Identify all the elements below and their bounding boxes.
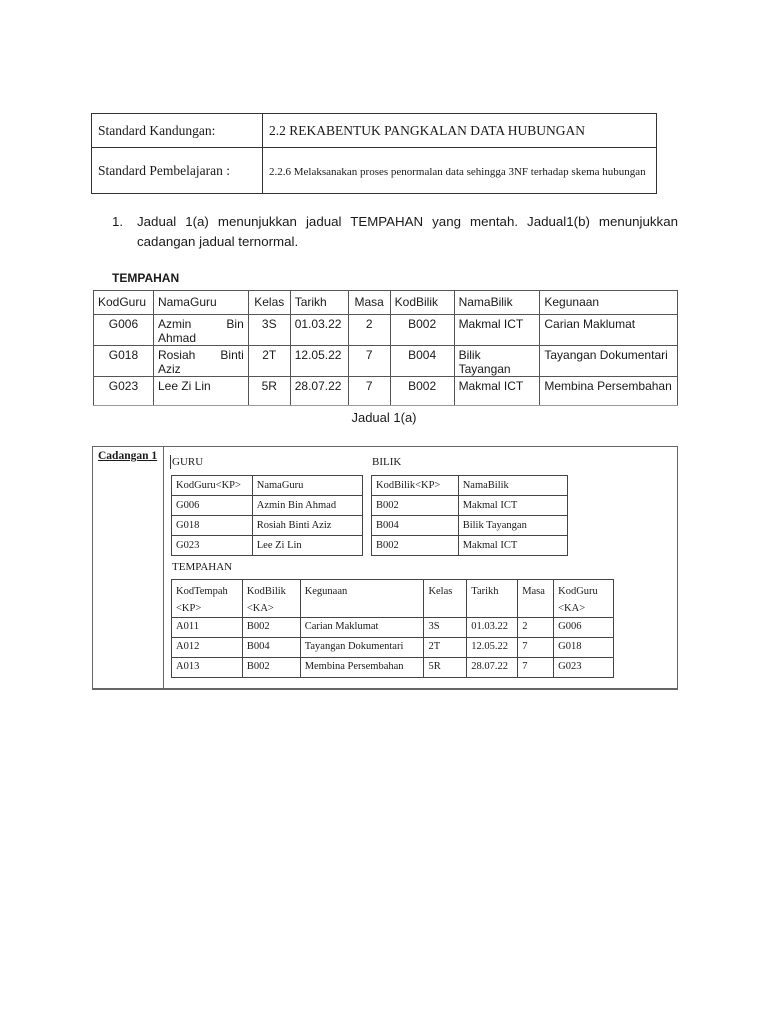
table-cell: Makmal ICT	[454, 377, 540, 406]
table-row	[372, 516, 568, 536]
header-kelas: Kelas	[424, 580, 467, 618]
table-header-row	[94, 291, 678, 315]
table-cell: Tayangan Dokumentari	[300, 638, 424, 658]
table-cell: Makmal ICT	[458, 536, 567, 556]
table-caption: Jadual 1(a)	[351, 410, 417, 425]
table-cell: Azmin Bin Ahmad	[153, 315, 248, 346]
table-cell: Lee Zi Lin	[153, 377, 248, 406]
header-kodguru-kp: KodGuru<KP>	[172, 476, 253, 496]
table-header-row	[172, 580, 614, 618]
header-tarikh: Tarikh	[290, 291, 348, 315]
standard-kandungan-value: 2.2 REKABENTUK PANGKALAN DATA HUBUNGAN	[263, 114, 657, 148]
table-cell: G023	[554, 658, 614, 678]
table-cell: 28.07.22	[467, 658, 518, 678]
table-cell: 3S	[248, 315, 290, 346]
table-cell: G006	[94, 315, 154, 346]
table-cell: 12.05.22	[467, 638, 518, 658]
table-cell: G018	[94, 346, 154, 377]
table-cell: G023	[172, 536, 253, 556]
table-cell: B004	[372, 516, 459, 536]
guru-title: GURU	[172, 456, 204, 468]
table-cell: 2	[518, 618, 554, 638]
table-cell: G023	[94, 377, 154, 406]
table-cell: G018	[554, 638, 614, 658]
table-cell: Tayangan Dokumentari	[540, 346, 678, 377]
standard-pembelajaran-label: Standard Pembelajaran :	[92, 148, 263, 194]
table-cell: 12.05.22	[290, 346, 348, 377]
table-row	[94, 315, 678, 346]
table-cell: 2T	[424, 638, 467, 658]
table-row	[372, 536, 568, 556]
table-cell: B002	[242, 618, 300, 638]
header-namaguru: NamaGuru	[252, 476, 362, 496]
tempahan-title: TEMPAHAN	[172, 561, 233, 573]
header-masa: Masa	[518, 580, 554, 618]
header-kodbilik: KodBilik <KA>	[242, 580, 300, 618]
table-cell: 7	[518, 658, 554, 678]
table-cell: 28.07.22	[290, 377, 348, 406]
header-kodguru: KodGuru <KA>	[554, 580, 614, 618]
table-cell: Rosiah Binti Aziz	[252, 516, 362, 536]
tempahan-table	[171, 579, 614, 678]
table-cell: Membina Persembahan	[300, 658, 424, 678]
table-cell: A012	[172, 638, 243, 658]
table-cell: B002	[372, 536, 459, 556]
header-namabilik: NamaBilik	[458, 476, 567, 496]
table-row	[372, 496, 568, 516]
header-kodbilik: KodBilik	[390, 291, 454, 315]
header-kegunaan: Kegunaan	[300, 580, 424, 618]
table-cell: 5R	[424, 658, 467, 678]
header-tarikh: Tarikh	[467, 580, 518, 618]
header-kodbilik-kp: KodBilik<KP>	[372, 476, 459, 496]
table-cell: 01.03.22	[467, 618, 518, 638]
standard-kandungan-label: Standard Kandungan:	[92, 114, 263, 148]
header-namaguru: NamaGuru	[153, 291, 248, 315]
bilik-table	[371, 475, 568, 556]
table-cell: Bilik Tayangan	[454, 346, 540, 377]
table-cell: G006	[554, 618, 614, 638]
table-cell: 3S	[424, 618, 467, 638]
table-cell: Lee Zi Lin	[252, 536, 362, 556]
header-kodguru: KodGuru	[94, 291, 154, 315]
table-cell: A011	[172, 618, 243, 638]
header-kelas: Kelas	[248, 291, 290, 315]
question-1	[112, 212, 678, 252]
table-row	[172, 638, 614, 658]
table-cell: Azmin Bin Ahmad	[252, 496, 362, 516]
guru-table	[171, 475, 363, 556]
table-row	[172, 516, 363, 536]
table-cell: 7	[348, 346, 390, 377]
table-cell: B002	[242, 658, 300, 678]
table-row	[172, 658, 614, 678]
table-row	[172, 536, 363, 556]
table-row	[172, 618, 614, 638]
table-cell: Bilik Tayangan	[458, 516, 567, 536]
table-cell: 01.03.22	[290, 315, 348, 346]
table-cell: B002	[390, 377, 454, 406]
table-cell: 2T	[248, 346, 290, 377]
standard-pembelajaran-value: 2.2.6 Melaksanakan proses penormalan data sehingga 3NF terhadap skema hubungan	[263, 148, 657, 194]
table-header-row	[372, 476, 568, 496]
question-number: 1.	[112, 214, 124, 229]
table-cell: Makmal ICT	[458, 496, 567, 516]
table-row	[172, 496, 363, 516]
table-cell: Rosiah Binti Aziz	[153, 346, 248, 377]
header-masa: Masa	[348, 291, 390, 315]
header-kodtempah: KodTempah <KP>	[172, 580, 243, 618]
table-row	[94, 377, 678, 406]
table-cell: Carian Maklumat	[300, 618, 424, 638]
text-cursor	[170, 455, 171, 469]
cadangan-divider	[163, 447, 164, 690]
table-cell: Membina Persembahan	[540, 377, 678, 406]
raw-tempahan-table	[93, 290, 678, 406]
bilik-title: BILIK	[372, 456, 402, 468]
table-cell: G006	[172, 496, 253, 516]
header-namabilik: NamaBilik	[454, 291, 540, 315]
table-cell: B002	[372, 496, 459, 516]
header-kegunaan: Kegunaan	[540, 291, 678, 315]
raw-table-title: TEMPAHAN	[112, 271, 180, 285]
cadangan-bottom-border	[93, 688, 677, 690]
standard-table	[91, 113, 657, 194]
table-cell: 5R	[248, 377, 290, 406]
table-cell: 7	[518, 638, 554, 658]
table-cell: Carian Maklumat	[540, 315, 678, 346]
table-cell: A013	[172, 658, 243, 678]
question-text: Jadual 1(a) menunjukkan jadual TEMPAHAN yang mentah. Jadual1(b) menunjukkan cadangan jadual ternormal.	[137, 214, 678, 249]
table-cell: B004	[390, 346, 454, 377]
table-cell: B004	[242, 638, 300, 658]
table-cell: 7	[348, 377, 390, 406]
table-cell: Makmal ICT	[454, 315, 540, 346]
table-row	[94, 346, 678, 377]
table-cell: B002	[390, 315, 454, 346]
table-cell: 2	[348, 315, 390, 346]
table-cell: G018	[172, 516, 253, 536]
cadangan-label: Cadangan 1	[98, 450, 158, 462]
table-header-row	[172, 476, 363, 496]
